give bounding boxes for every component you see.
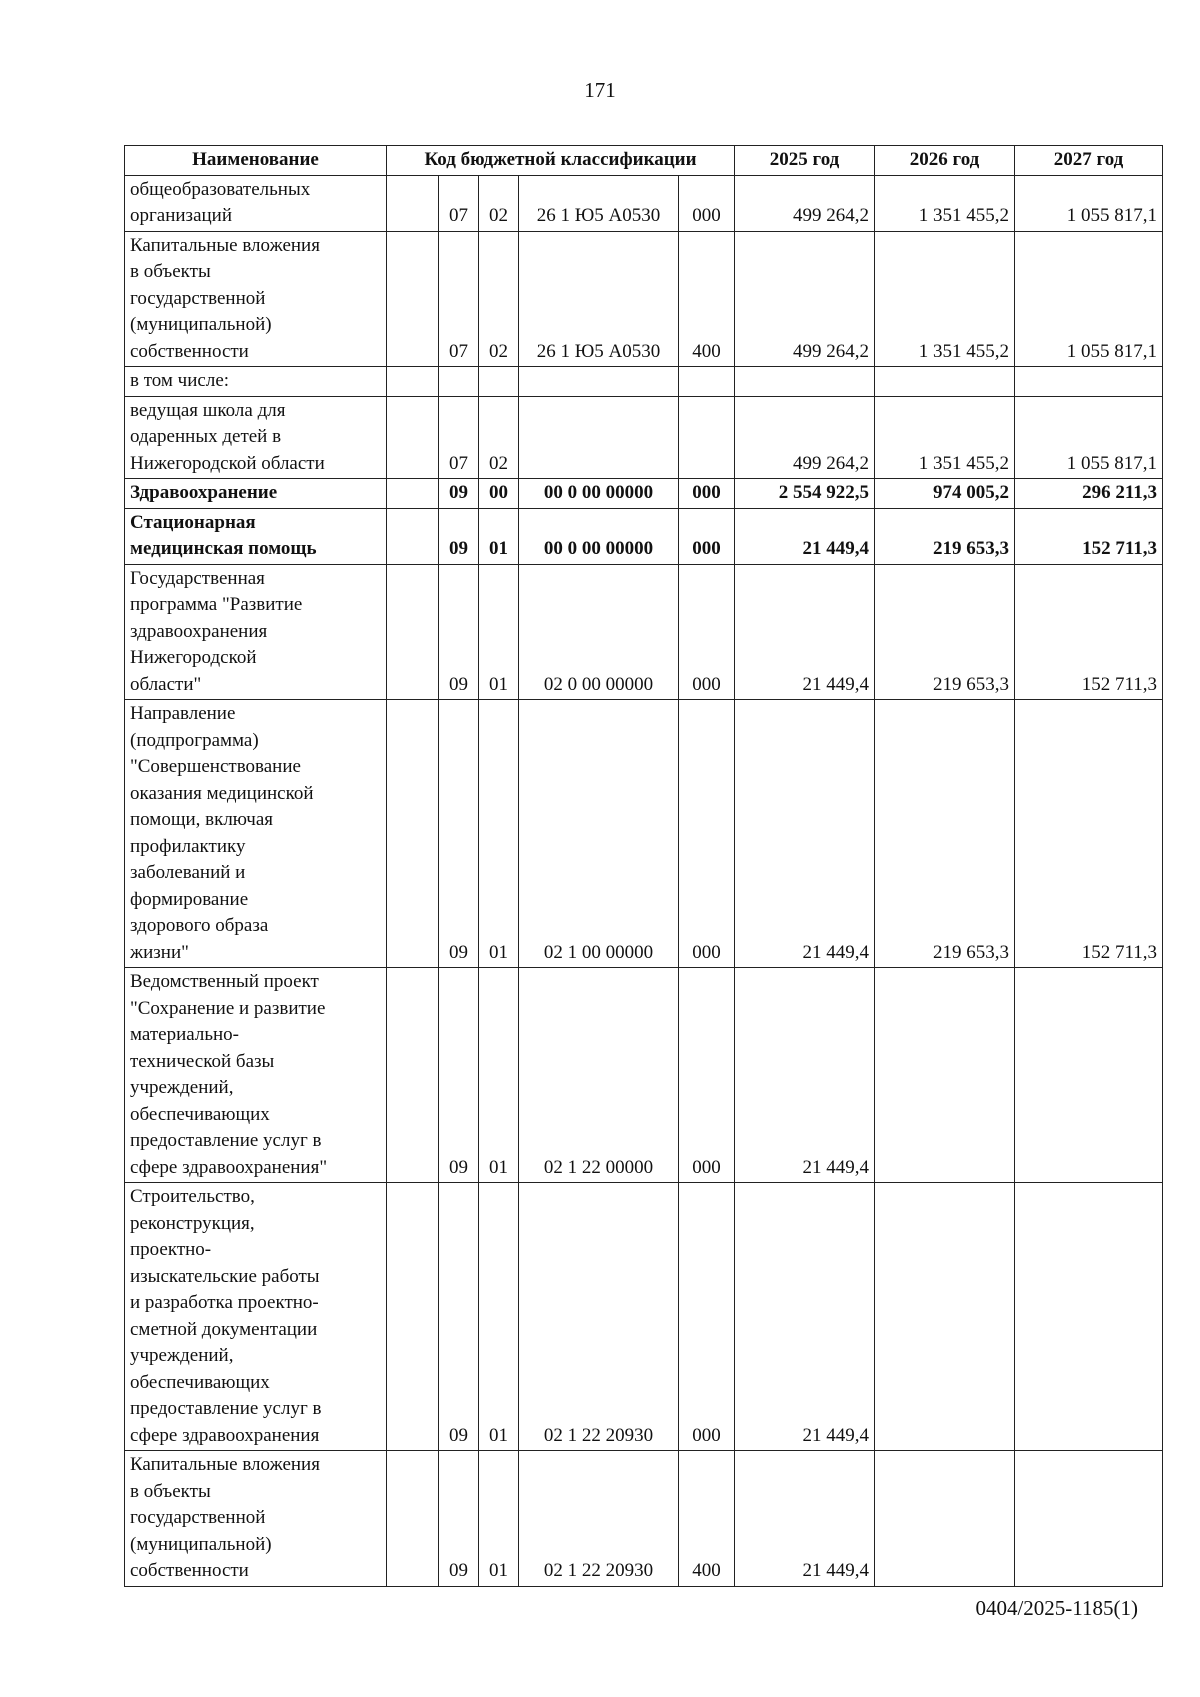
value-2026 bbox=[875, 367, 1015, 397]
value-2027: 152 711,3 bbox=[1015, 508, 1163, 564]
code-0 bbox=[387, 700, 439, 968]
code-target: 00 0 00 00000 bbox=[519, 479, 679, 509]
table-row bbox=[125, 175, 1163, 231]
code-expense: 000 bbox=[679, 175, 735, 231]
value-2027: 1 055 817,1 bbox=[1015, 396, 1163, 479]
code-target bbox=[519, 367, 679, 397]
row-name: Стационарная медицинская помощь bbox=[125, 508, 387, 564]
row-name: Здравоохранение bbox=[125, 479, 387, 509]
code-subsection: 02 bbox=[479, 231, 519, 367]
value-2025: 21 449,4 bbox=[735, 564, 875, 700]
row-name: ведущая школа для одаренных детей в Нижегородской области bbox=[125, 396, 387, 479]
value-2025: 499 264,2 bbox=[735, 396, 875, 479]
code-0 bbox=[387, 231, 439, 367]
value-2026 bbox=[875, 968, 1015, 1183]
value-2026: 1 351 455,2 bbox=[875, 396, 1015, 479]
value-2026: 219 653,3 bbox=[875, 508, 1015, 564]
value-2027 bbox=[1015, 1451, 1163, 1587]
code-subsection: 00 bbox=[479, 479, 519, 509]
value-2026: 219 653,3 bbox=[875, 564, 1015, 700]
value-2025: 499 264,2 bbox=[735, 231, 875, 367]
code-section: 09 bbox=[439, 1183, 479, 1451]
value-2025: 21 449,4 bbox=[735, 1183, 875, 1451]
code-0 bbox=[387, 1451, 439, 1587]
table-row bbox=[125, 231, 1163, 367]
code-expense: 000 bbox=[679, 968, 735, 1183]
row-name: общеобразовательных организаций bbox=[125, 175, 387, 231]
row-name: Государственная программа "Развитие здравоохранения Нижегородской области" bbox=[125, 564, 387, 700]
table-row bbox=[125, 508, 1163, 564]
code-subsection: 02 bbox=[479, 175, 519, 231]
code-target: 26 1 Ю5 А0530 bbox=[519, 231, 679, 367]
value-2025: 21 449,4 bbox=[735, 968, 875, 1183]
value-2025 bbox=[735, 367, 875, 397]
code-0 bbox=[387, 1183, 439, 1451]
table-header-row bbox=[125, 146, 1163, 176]
code-section: 09 bbox=[439, 968, 479, 1183]
code-expense: 400 bbox=[679, 231, 735, 367]
code-0 bbox=[387, 564, 439, 700]
value-2026: 1 351 455,2 bbox=[875, 175, 1015, 231]
code-section: 09 bbox=[439, 1451, 479, 1587]
code-target: 02 0 00 00000 bbox=[519, 564, 679, 700]
value-2026 bbox=[875, 1451, 1015, 1587]
code-section bbox=[439, 367, 479, 397]
code-subsection bbox=[479, 367, 519, 397]
code-target: 26 1 Ю5 А0530 bbox=[519, 175, 679, 231]
code-section: 09 bbox=[439, 700, 479, 968]
table-row bbox=[125, 564, 1163, 700]
page-number: 171 bbox=[584, 78, 616, 102]
code-subsection: 01 bbox=[479, 1183, 519, 1451]
code-expense: 000 bbox=[679, 700, 735, 968]
value-2026: 219 653,3 bbox=[875, 700, 1015, 968]
code-subsection: 02 bbox=[479, 396, 519, 479]
row-name: в том числе: bbox=[125, 367, 387, 397]
code-target: 00 0 00 00000 bbox=[519, 508, 679, 564]
code-0 bbox=[387, 396, 439, 479]
value-2025: 21 449,4 bbox=[735, 700, 875, 968]
row-name: Строительство, реконструкция, проектно- изыскательские работы и разработка проектно- сметной документации учреждений, обеспечивающих предоставление услуг в сфере здравоохранения bbox=[125, 1183, 387, 1451]
table-row bbox=[125, 1451, 1163, 1587]
code-section: 07 bbox=[439, 396, 479, 479]
code-section: 07 bbox=[439, 231, 479, 367]
value-2027: 1 055 817,1 bbox=[1015, 175, 1163, 231]
value-2027 bbox=[1015, 367, 1163, 397]
row-name: Капитальные вложения в объекты государственной (муниципальной) собственности bbox=[125, 1451, 387, 1587]
value-2026 bbox=[875, 1183, 1015, 1451]
code-0 bbox=[387, 968, 439, 1183]
code-subsection: 01 bbox=[479, 564, 519, 700]
code-expense: 000 bbox=[679, 1183, 735, 1451]
code-0 bbox=[387, 175, 439, 231]
code-expense: 000 bbox=[679, 479, 735, 509]
row-name: Капитальные вложения в объекты государственной (муниципальной) собственности bbox=[125, 231, 387, 367]
value-2027: 152 711,3 bbox=[1015, 564, 1163, 700]
code-subsection: 01 bbox=[479, 1451, 519, 1587]
value-2026: 1 351 455,2 bbox=[875, 231, 1015, 367]
code-target: 02 1 22 20930 bbox=[519, 1451, 679, 1587]
code-expense bbox=[679, 396, 735, 479]
table-row bbox=[125, 1183, 1163, 1451]
header-2026: 2026 год bbox=[875, 146, 1015, 176]
code-target bbox=[519, 396, 679, 479]
table-row bbox=[125, 479, 1163, 509]
code-expense: 000 bbox=[679, 564, 735, 700]
code-section: 09 bbox=[439, 564, 479, 700]
code-subsection: 01 bbox=[479, 700, 519, 968]
table-row bbox=[125, 968, 1163, 1183]
value-2027: 296 211,3 bbox=[1015, 479, 1163, 509]
table-row bbox=[125, 700, 1163, 968]
code-section: 09 bbox=[439, 479, 479, 509]
code-section: 07 bbox=[439, 175, 479, 231]
value-2025: 499 264,2 bbox=[735, 175, 875, 231]
code-section: 09 bbox=[439, 508, 479, 564]
header-code: Код бюджетной классификации bbox=[387, 146, 735, 176]
table-row bbox=[125, 396, 1163, 479]
row-name: Направление (подпрограмма) "Совершенствование оказания медицинской помощи, включая профилактику заболеваний и формирование здорового образа жизни" bbox=[125, 700, 387, 968]
value-2026: 974 005,2 bbox=[875, 479, 1015, 509]
code-target: 02 1 00 00000 bbox=[519, 700, 679, 968]
header-2025: 2025 год bbox=[735, 146, 875, 176]
table-row bbox=[125, 367, 1163, 397]
code-subsection: 01 bbox=[479, 508, 519, 564]
value-2027: 152 711,3 bbox=[1015, 700, 1163, 968]
code-expense: 000 bbox=[679, 508, 735, 564]
code-target: 02 1 22 20930 bbox=[519, 1183, 679, 1451]
header-2027: 2027 год bbox=[1015, 146, 1163, 176]
value-2025: 2 554 922,5 bbox=[735, 479, 875, 509]
header-name: Наименование bbox=[125, 146, 387, 176]
value-2025: 21 449,4 bbox=[735, 1451, 875, 1587]
value-2027 bbox=[1015, 968, 1163, 1183]
code-0 bbox=[387, 367, 439, 397]
code-target: 02 1 22 00000 bbox=[519, 968, 679, 1183]
document-id: 0404/2025-1185(1) bbox=[975, 1596, 1138, 1620]
code-0 bbox=[387, 508, 439, 564]
code-expense bbox=[679, 367, 735, 397]
value-2027: 1 055 817,1 bbox=[1015, 231, 1163, 367]
value-2025: 21 449,4 bbox=[735, 508, 875, 564]
value-2027 bbox=[1015, 1183, 1163, 1451]
code-expense: 400 bbox=[679, 1451, 735, 1587]
row-name: Ведомственный проект "Сохранение и развитие материально- технической базы учреждений, обеспечивающих предоставление услуг в сфере здравоохранения" bbox=[125, 968, 387, 1183]
code-0 bbox=[387, 479, 439, 509]
budget-table bbox=[124, 145, 1163, 1587]
code-subsection: 01 bbox=[479, 968, 519, 1183]
